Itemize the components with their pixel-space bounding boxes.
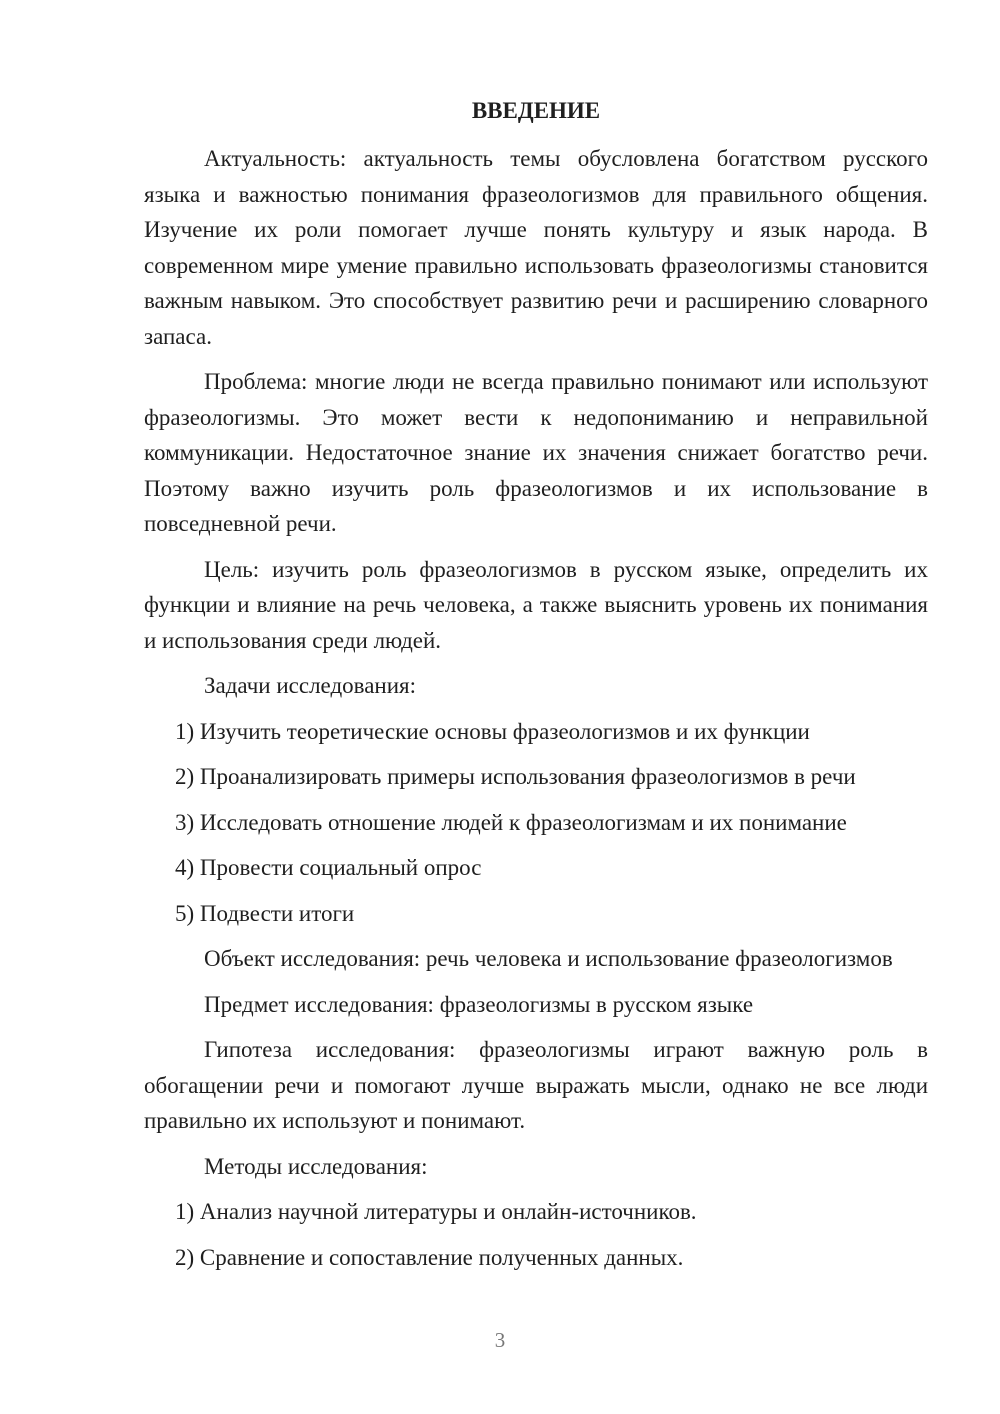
task-item-5: 5) Подвести итоги [175, 900, 355, 926]
task-item-1: 1) Изучить теоретические основы фразеологизмов и их функции [175, 718, 810, 744]
document-title: ВВЕДЕНИЕ [471, 98, 601, 123]
tasks-heading: Задачи исследования: [204, 673, 417, 698]
paragraph-object: Объект исследования: речь человека и использование фразеологизмов [204, 946, 893, 971]
paragraph-hypothesis: Гипотеза исследования: фразеологизмы играют важную роль в обогащении речи и помогают лучше выражать мысли, однако не все люди правильно их используют и понимают. [144, 1037, 928, 1133]
paragraph-problem: Проблема: многие люди не всегда правильно понимают или используют фразеологизмы. Это может вести к недопониманию и неправильной коммуникации. Недостаточное знание их значения снижает богатство речи. Поэтому важно изучить роль фразеологизмов и их использование в повседневной речи. [144, 369, 928, 536]
method-item-1: 1) Анализ научной литературы и онлайн-источников. [175, 1199, 697, 1224]
paragraph-subject: Предмет исследования: фразеологизмы в русском языке [204, 991, 754, 1017]
task-item-4: 4) Провести социальный опрос [175, 855, 482, 880]
methods-list [144, 1194, 928, 1275]
method-item-2: 2) Сравнение и сопоставление полученных данных. [175, 1244, 684, 1270]
paragraph-goal: Цель: изучить роль фразеологизмов в русском языке, определить их функции и влияние на речь человека, а также выяснить уровень их понимания и использования среди людей. [144, 556, 928, 653]
tasks-list [144, 714, 928, 932]
methods-heading: Методы исследования: [204, 1153, 428, 1179]
paragraph-relevance: Актуальность: актуальность темы обусловлена богатством русского языка и важностью понимания фразеологизмов для правильного общения. Изучение их роли помогает лучше понять культуру и язык народа. В современном мире умение правильно использовать фразеологизмы становится важным навыком. Это способствует развитию речи и расширению словарного запаса. [144, 146, 928, 349]
task-item-2: 2) Проанализировать примеры использования фразеологизмов в речи [175, 764, 856, 789]
document-page [144, 95, 928, 1285]
page-number: 3 [494, 1328, 506, 1352]
task-item-3: 3) Исследовать отношение людей к фразеологизмам и их понимание [175, 809, 847, 835]
